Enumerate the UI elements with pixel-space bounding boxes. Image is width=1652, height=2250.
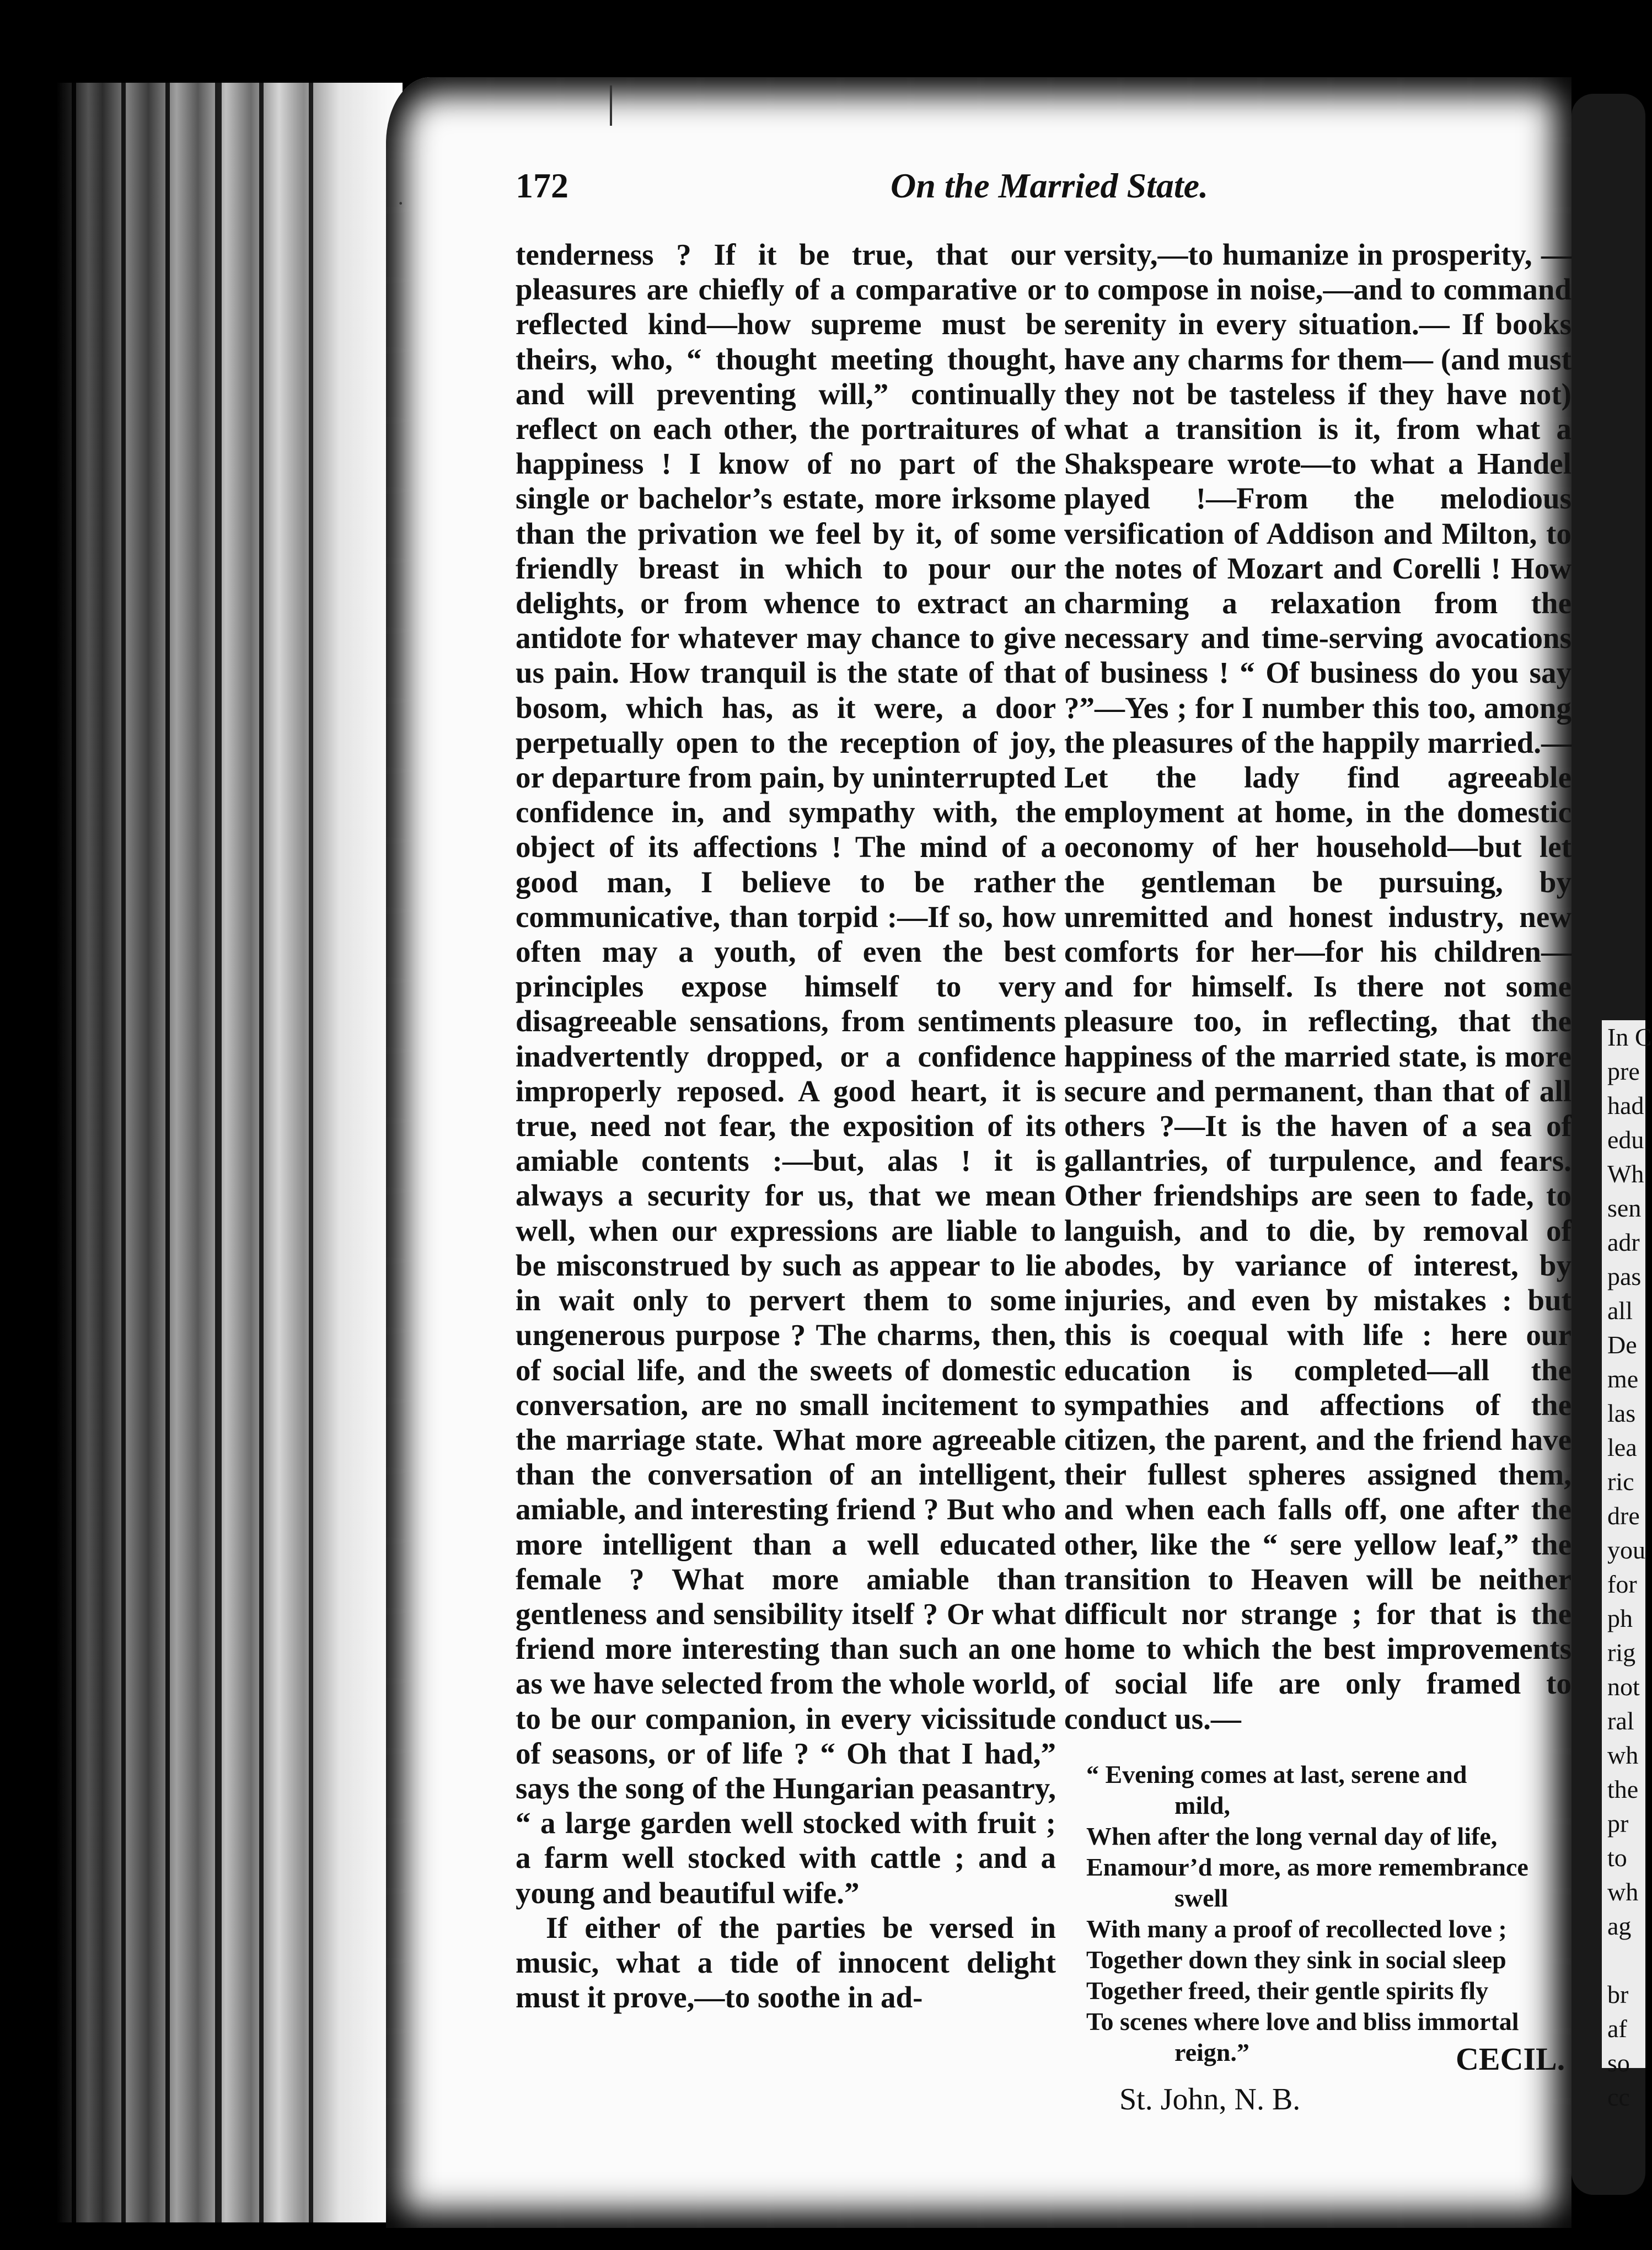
- next-page-fragment: De: [1607, 1331, 1637, 1359]
- binding-streak: [165, 83, 170, 2222]
- next-page-fragment: las: [1607, 1399, 1636, 1427]
- next-page-fragment: af: [1607, 2015, 1627, 2043]
- next-page-sliver: [1602, 1020, 1652, 2111]
- paragraph: tenderness ? If it be true, that our pleasures are chiefly of a comparative or reflected kind—how supreme must be theirs, who, “ thought meeting thought, and will preventing will,” continually reflect on each other, the portraitures of happiness ! I know of no part of the single or bachelor’s estate, more irksome than the privation we feel by it, of some friendly breast in which to pour our delights, or from whence to extract an antidote for whatever may chance to give us pain. How tranquil is the state of that bosom, which has, as it were, a door perpetually open to the reception of joy, or departure from pain, by uninterrupted confidence in, and sympathy with, the object of its affections ! The mind of a good man, I believe to be rather communicative, than torpid :—If so, how often may a youth, of even the best principles expose himself to very disagreeable sensations, from sentiments inadvertently dropped, or a confidence improperly reposed. A good heart, it is true, need not fear, the exposition of its amiable contents :—but, alas ! it is always a security for us, that we mean well, when our expressions are liable to be misconstrued by such as appear to lie in wait only to pervert them to some ungenerous purpose ? The charms, then, of social life, and the sweets of domestic conversation, are no small incitement to the marriage state. What more agreeable than the conversation of an intelligent, amiable, and interesting friend ? But who more intelligent than a well educated female ? What more amiable than gentleness and sensibility itself ? Or what friend more interesting than such an one as we have selected from the whole world, to be our companion, in every vicissitude of seasons, or of life ? “ Oh that I had,” says the song of the Hungarian peasantry, “ a large garden well stocked with fruit ; a farm well stocked with cattle ; and a young and beautiful wife.”: [516, 238, 1056, 1910]
- next-page-fragment: In C: [1607, 1023, 1652, 1051]
- next-page-fragment: ric: [1607, 1467, 1634, 1496]
- next-page-fragment: sen: [1607, 1194, 1642, 1222]
- poem-quotation: [1086, 1759, 1571, 2068]
- book-binding: [50, 83, 403, 2222]
- binding-streak: [72, 83, 76, 2222]
- binding-streak: [215, 83, 222, 2222]
- poem-line: “ Evening comes at last, serene and: [1086, 1760, 1467, 1788]
- next-page-fragment: [1602, 1943, 1645, 1978]
- next-page-fragment: so: [1607, 2049, 1630, 2077]
- next-page-fragment: pas: [1607, 1262, 1642, 1290]
- page-number: 172: [516, 166, 568, 205]
- poem-line: mild,: [1174, 1791, 1230, 1819]
- next-page-fragment: wh: [1607, 1878, 1639, 1906]
- next-page-fragment: all: [1607, 1297, 1633, 1325]
- next-page-fragment: not: [1607, 1673, 1640, 1701]
- next-page-fragment: pr: [1607, 1809, 1629, 1838]
- poem-line: To scenes where love and bliss immortal: [1086, 2007, 1519, 2035]
- poem-line: Together freed, their gentle spirits fly: [1086, 1976, 1489, 2005]
- poem-line: When after the long vernal day of life,: [1086, 1822, 1498, 1850]
- next-page-fragment: cc: [1607, 2083, 1630, 2111]
- next-page-fragment: wh: [1607, 1741, 1639, 1769]
- paragraph: If either of the parties be versed in music, what a tide of innocent delight must it prove,—to soothe in ad-: [516, 1910, 1056, 2015]
- next-page-fragment: pre: [1607, 1057, 1640, 1085]
- next-page-fragment: for: [1607, 1570, 1637, 1598]
- next-page-fragment: had: [1607, 1091, 1644, 1119]
- binding-streak: [121, 83, 126, 2222]
- next-page-fragment: rig: [1607, 1638, 1636, 1667]
- binding-streak: [309, 83, 313, 2222]
- author-signature: CECIL.: [1456, 2041, 1565, 2077]
- next-page-fragment: ag: [1607, 1912, 1632, 1940]
- right-text-column: [1064, 237, 1571, 1736]
- dateline-place: St. John, N. B.: [1119, 2082, 1301, 2117]
- next-page-fragment: ph: [1607, 1604, 1633, 1632]
- next-page-fragment: adr: [1607, 1228, 1640, 1256]
- poem-line: Together down they sink in social sleep: [1086, 1946, 1506, 1974]
- next-page-fragment: the: [1607, 1775, 1639, 1803]
- poem-line: reign.”: [1174, 2038, 1249, 2066]
- left-text-column: [516, 237, 1056, 2015]
- next-page-fragment: you: [1607, 1536, 1645, 1564]
- poem-line: Enamour’d more, as more remembrance: [1086, 1853, 1528, 1881]
- next-page-fragment: me: [1607, 1365, 1639, 1393]
- next-page-fragment: edu: [1607, 1126, 1644, 1154]
- scan-speck: ·: [397, 191, 405, 216]
- next-page-fragment: to: [1607, 1844, 1627, 1872]
- poem-line: swell: [1174, 1884, 1229, 1912]
- next-page-fragment: Wh: [1607, 1160, 1644, 1188]
- scan-speck: |: [607, 78, 616, 126]
- page-header: [516, 165, 1563, 215]
- next-page-fragment: br: [1607, 1980, 1629, 2008]
- poem-line: With many a proof of recollected love ;: [1086, 1915, 1507, 1943]
- binding-streak: [259, 83, 264, 2222]
- running-title: On the Married State.: [891, 166, 1209, 205]
- next-page-fragment: dre: [1607, 1502, 1640, 1530]
- paragraph: versity,—to humanize in prosperity, —to compose in noise,—and to command serenity in every situation.— If books have any charms for them— (and must they not be tasteless if they have not) what a transition is it, from what a Shakspeare wrote—to what a Handel played !—From the melodious versification of Addison and Milton, to the notes of Mozart and Corelli ! How charming a relaxation from the necessary and time-serving avocations of business ! “ Of business do you say ?”—Yes ; for I number this too, among the pleasures of the happily married.— Let the lady find agreeable employment at home, in the domestic oeconomy of her household—but let the gentleman be pursuing, by unremitted and honest industry, new comforts for her—for his children—and for himself. Is there not some pleasure too, in reflecting, that the happiness of the married state, is more secure and permanent, than that of all others ?—It is the haven of a sea of gallantries, of turpulence, and fears. Other friendships are seen to fade, to languish, and to die, by removal of abodes, by variance of interest, by injuries, and even by mistakes : but this is coequal with life : here our education is completed—all the sympathies and affections of the citizen, the parent, and the friend have their fullest spheres assigned them, and when each falls off, one after the other, like the “ sere yellow leaf,” the transition to Heaven will be neither difficult nor strange ; for that is the home to which the best improvements of social life are only framed to conduct us.—: [1064, 238, 1571, 1735]
- next-page-fragment: lea: [1607, 1433, 1637, 1461]
- next-page-fragment: ral: [1607, 1707, 1634, 1735]
